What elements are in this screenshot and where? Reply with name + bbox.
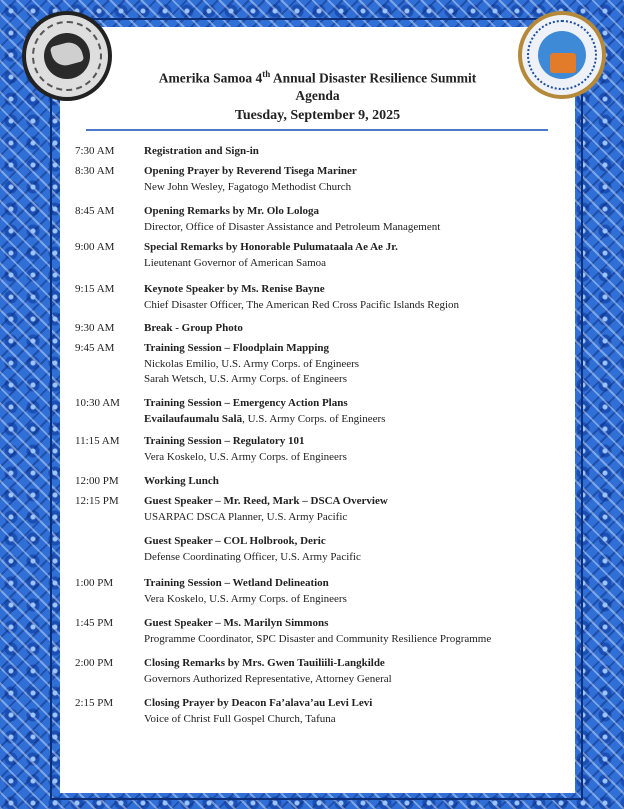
- agenda-detail: Programme Coordinator, SPC Disaster and Community Resilience Programme: [144, 632, 492, 645]
- agenda-content: [144, 616, 564, 647]
- agenda-content: [144, 474, 564, 490]
- agenda-time: 9:30 AM: [75, 322, 115, 334]
- agenda-heading: Agenda: [295, 87, 340, 103]
- agenda-detail: Vera Koskelo, U.S. Army Corps. of Engineers: [144, 450, 347, 463]
- agenda-title: Guest Speaker – COL Holbrook, Deric: [144, 535, 326, 547]
- agenda-content: [144, 321, 564, 337]
- agenda-content: [144, 396, 564, 427]
- agenda-content: [144, 341, 564, 388]
- agenda-title: Break - Group Photo: [144, 322, 243, 334]
- agenda-detail: Voice of Christ Full Gospel Church, Tafuna: [144, 712, 336, 725]
- agenda-content: [144, 434, 564, 465]
- agenda-title: Training Session – Regulatory 101: [144, 435, 305, 447]
- agenda-content: [144, 696, 564, 727]
- agenda-content: [144, 164, 564, 195]
- agenda-detail: USARPAC DSCA Planner, U.S. Army Pacific: [144, 510, 348, 523]
- agenda-time: 8:30 AM: [75, 165, 115, 177]
- agenda-title: Opening Remarks by Mr. Olo Lologa: [144, 205, 319, 217]
- summit-title: Amerika Samoa 4th Annual Disaster Resilience Summit: [158, 69, 477, 86]
- agenda-title: Opening Prayer by Reverend Tisega Mariner: [144, 165, 357, 177]
- agenda-content: [144, 576, 564, 607]
- agenda-time: 1:45 PM: [75, 617, 114, 629]
- agenda-detail: Evailaufaumalu Salā, U.S. Army Corps. of Engineers: [144, 412, 386, 425]
- agenda-detail: Lieutenant Governor of American Samoa: [144, 256, 327, 269]
- agenda-time: 12:00 PM: [75, 475, 119, 487]
- agenda-time: 11:15 AM: [75, 435, 120, 447]
- agenda-content: [144, 204, 564, 235]
- agenda-detail: Nickolas Emilio, U.S. Army Corps. of Engineers: [144, 357, 360, 370]
- agenda-content: [144, 144, 564, 160]
- agenda-time: 2:15 PM: [75, 697, 114, 709]
- agenda-time: 7:30 AM: [75, 145, 115, 157]
- agenda-title: Training Session – Wetland Delineation: [144, 577, 329, 589]
- agenda-detail: Sarah Wetsch, U.S. Army Corps. of Engineers: [144, 373, 347, 385]
- agenda-detail: Vera Koskelo, U.S. Army Corps. of Engineers: [144, 592, 347, 605]
- agenda-title: Registration and Sign-in: [144, 145, 259, 157]
- agenda-time: 10:30 AM: [75, 397, 120, 409]
- agenda-title: Closing Remarks by Mrs. Gwen Tauiliili-Langkilde: [144, 657, 385, 669]
- agenda-content: [144, 534, 564, 565]
- agenda-time: 8:45 AM: [75, 205, 115, 217]
- agenda-content: [144, 240, 564, 271]
- agenda-title: Special Remarks by Honorable Pulumataala Ae Ae Jr.: [144, 241, 398, 253]
- agenda-time: 9:15 AM: [75, 283, 115, 295]
- agenda-title: Keynote Speaker by Ms. Renise Bayne: [144, 283, 325, 295]
- agenda-detail: Governors Authorized Representative, Attorney General: [144, 672, 392, 685]
- header-divider: [86, 129, 548, 131]
- agenda-title: Guest Speaker – Ms. Marilyn Simmons: [144, 617, 329, 629]
- event-date: Tuesday, September 9, 2025: [234, 107, 401, 123]
- agenda-content: [144, 282, 564, 313]
- agenda-detail: Chief Disaster Officer, The American Red Cross Pacific Islands Region: [144, 298, 460, 311]
- agenda-title: Training Session – Floodplain Mapping: [144, 342, 330, 354]
- agenda-detail: Director, Office of Disaster Assistance and Petroleum Management: [144, 220, 441, 233]
- agenda-title: Training Session – Emergency Action Plans: [144, 397, 348, 409]
- agenda-time: 2:00 PM: [75, 657, 114, 669]
- agenda-time: 12:15 PM: [75, 495, 119, 507]
- agenda-detail: New John Wesley, Fagatogo Methodist Church: [144, 180, 352, 193]
- agenda-title: Working Lunch: [144, 475, 219, 487]
- document-header: [60, 66, 575, 128]
- agenda-title: Guest Speaker – Mr. Reed, Mark – DSCA Overview: [144, 495, 388, 507]
- agenda-content: [144, 494, 564, 525]
- agenda-content: [144, 656, 564, 687]
- agenda-time: 9:00 AM: [75, 241, 115, 253]
- agenda-detail: Defense Coordinating Officer, U.S. Army Pacific: [144, 550, 361, 563]
- agenda-time: 9:45 AM: [75, 342, 115, 354]
- agenda-title: Closing Prayer by Deacon Fa’alava’au Levi Levi: [144, 697, 373, 709]
- agenda-time: 1:00 PM: [75, 577, 114, 589]
